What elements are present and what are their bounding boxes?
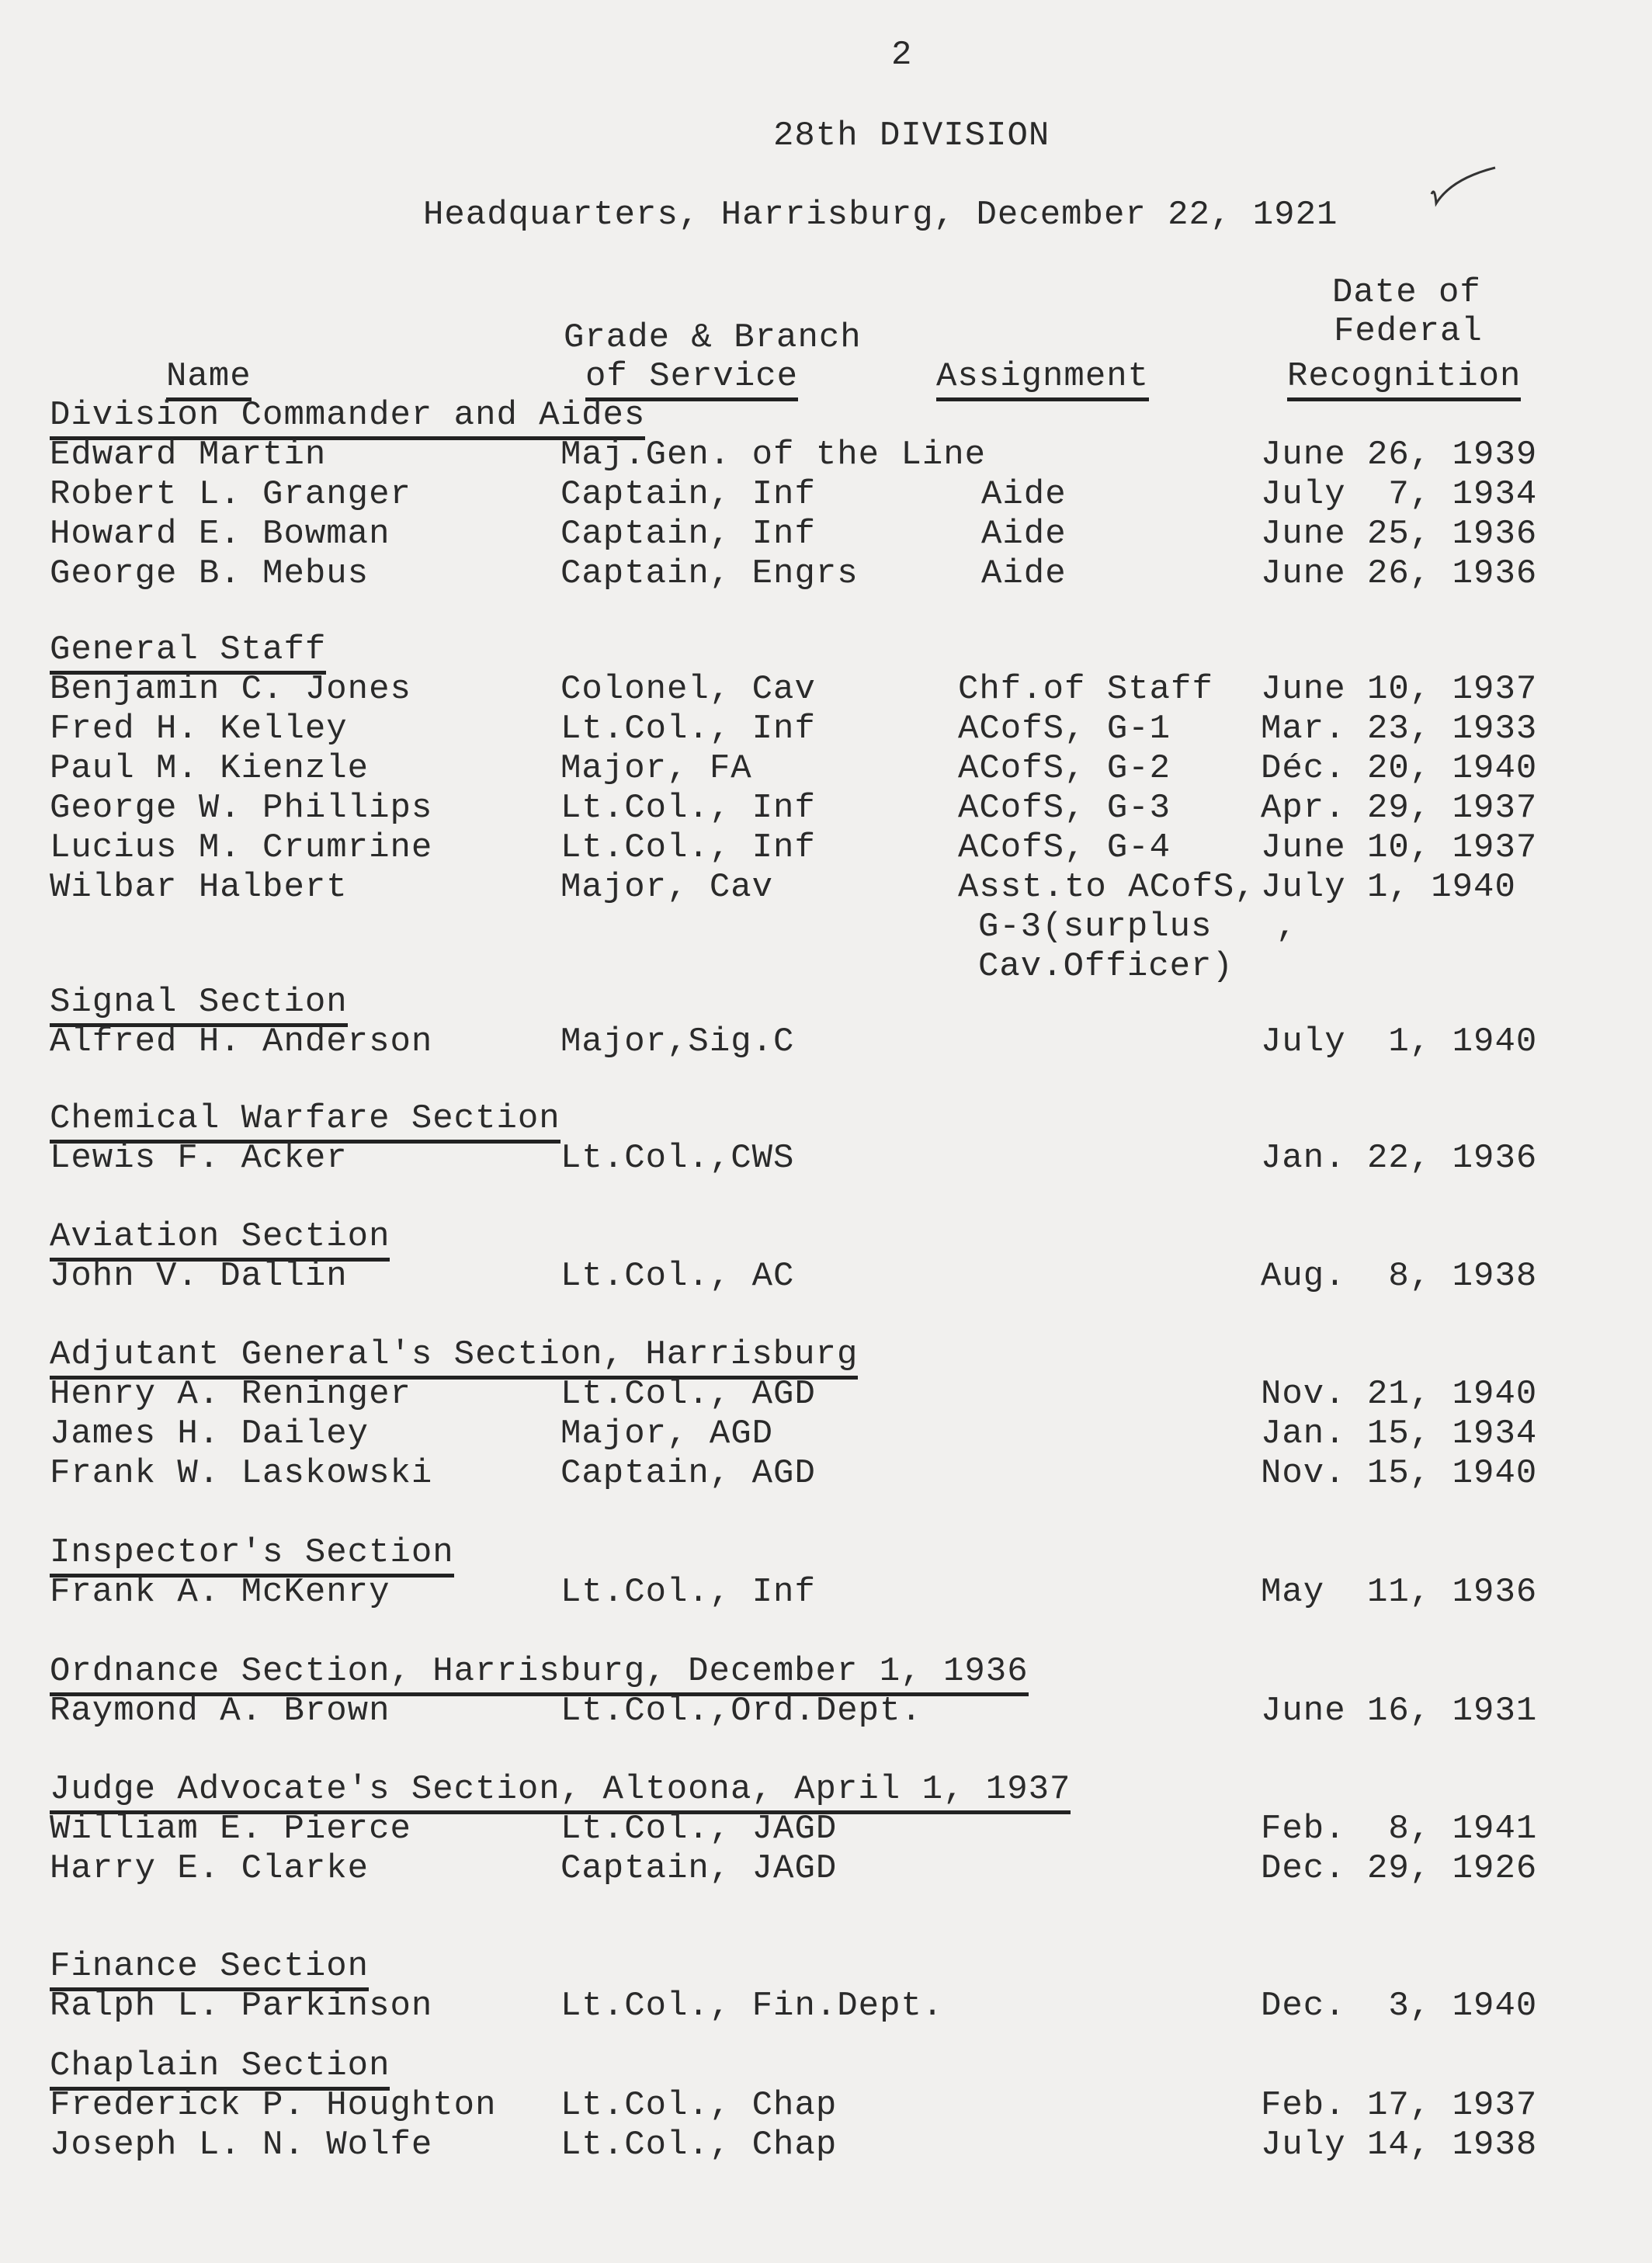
- row-name: John V. Dallin: [50, 1257, 348, 1296]
- header-date-line3: Recognition: [1287, 357, 1521, 401]
- row-name: Lewis F. Acker: [50, 1139, 348, 1178]
- row-assignment: ACofS, G-2: [958, 749, 1171, 788]
- row-date: Déc. 20, 1940: [1261, 749, 1538, 788]
- row-grade: Lt.Col.,CWS: [560, 1139, 795, 1178]
- section-heading: Inspector's Section: [50, 1533, 454, 1578]
- header-assignment: Assignment: [936, 357, 1149, 401]
- section-heading: Chemical Warfare Section: [50, 1099, 560, 1144]
- document-subtitle: Headquarters, Harrisburg, December 22, 1921: [423, 196, 1338, 234]
- row-grade: Lt.Col., Inf: [560, 710, 816, 748]
- checkmark-icon: [1428, 163, 1498, 210]
- row-date: Jan. 15, 1934: [1261, 1414, 1538, 1453]
- section-heading: Signal Section: [50, 983, 348, 1027]
- row-date: Feb. 8, 1941: [1261, 1810, 1538, 1848]
- row-date: Dec. 29, 1926: [1261, 1849, 1538, 1888]
- row-grade: Lt.Col., Inf: [560, 789, 816, 828]
- row-name: William E. Pierce: [50, 1810, 411, 1848]
- row-date: Apr. 29, 1937: [1261, 789, 1538, 828]
- row-name: Frank A. McKenry: [50, 1573, 390, 1612]
- page-number: 2: [891, 36, 913, 75]
- row-grade: Major, AGD: [560, 1414, 774, 1453]
- row-name: Benjamin C. Jones: [50, 670, 411, 709]
- section-heading: Division Commander and Aides: [50, 396, 645, 440]
- section-heading: Ordnance Section, Harrisburg, December 1, 1936: [50, 1652, 1029, 1696]
- row-name: Raymond A. Brown: [50, 1692, 390, 1730]
- row-name: Robert L. Granger: [50, 475, 411, 514]
- row-date: Dec. 3, 1940: [1261, 1987, 1538, 2025]
- row-name: Frederick P. Houghton: [50, 2086, 497, 2125]
- row-date: July 1, 1940: [1261, 1022, 1538, 1061]
- row-assignment: Aide: [981, 515, 1067, 554]
- header-date-line2: Federal: [1334, 312, 1483, 351]
- row-date: Feb. 17, 1937: [1261, 2086, 1538, 2125]
- row-assignment: ACofS, G-4: [958, 828, 1171, 867]
- row-assignment-continued: Cav.Officer): [978, 947, 1234, 986]
- header-name: Name: [166, 357, 252, 401]
- row-grade: Captain, Engrs: [560, 554, 859, 593]
- row-date: Nov. 15, 1940: [1261, 1454, 1538, 1493]
- section-heading: Chaplain Section: [50, 2046, 390, 2091]
- section-heading: General Staff: [50, 630, 326, 675]
- row-name: Wilbar Halbert: [50, 868, 348, 907]
- row-grade: Lt.Col., AC: [560, 1257, 795, 1296]
- row-grade: Lt.Col., AGD: [560, 1375, 816, 1414]
- row-name: Frank W. Laskowski: [50, 1454, 433, 1493]
- row-grade: Lt.Col.,Ord.Dept.: [560, 1692, 922, 1730]
- row-name: James H. Dailey: [50, 1414, 370, 1453]
- row-date: Aug. 8, 1938: [1261, 1257, 1538, 1296]
- document-title: 28th DIVISION: [773, 116, 1050, 155]
- row-grade: Lt.Col., Inf: [560, 1573, 816, 1612]
- row-name: Edward Martin: [50, 436, 327, 474]
- row-assignment: Aide: [981, 475, 1067, 514]
- row-date: July 14, 1938: [1261, 2126, 1538, 2164]
- row-assignment: ACofS, G-1: [958, 710, 1171, 748]
- row-grade: Captain, JAGD: [560, 1849, 838, 1888]
- section-heading: Judge Advocate's Section, Altoona, April 1, 1937: [50, 1770, 1071, 1814]
- row-date: June 25, 1936: [1261, 515, 1538, 554]
- row-name: Henry A. Reninger: [50, 1375, 411, 1414]
- header-grade-line1: Grade & Branch: [564, 318, 862, 357]
- row-grade: Major, Cav: [560, 868, 774, 907]
- row-assignment-continued: G-3(surplus ,: [978, 908, 1298, 946]
- row-grade: Lt.Col., Chap: [560, 2086, 838, 2125]
- row-grade: Captain, AGD: [560, 1454, 816, 1493]
- row-name: Lucius M. Crumrine: [50, 828, 433, 867]
- row-assignment: Aide: [981, 554, 1067, 593]
- row-date: Nov. 21, 1940: [1261, 1375, 1538, 1414]
- row-grade: Maj.Gen. of the Line: [560, 436, 987, 474]
- header-grade-line2: of Service: [585, 357, 798, 401]
- row-name: Alfred H. Anderson: [50, 1022, 433, 1061]
- row-date: July 1, 1940: [1261, 868, 1516, 907]
- row-date: July 7, 1934: [1261, 475, 1538, 514]
- row-name: Howard E. Bowman: [50, 515, 390, 554]
- row-date: June 10, 1937: [1261, 670, 1538, 709]
- row-name: Fred H. Kelley: [50, 710, 348, 748]
- row-grade: Lt.Col., Chap: [560, 2126, 838, 2164]
- row-date: May 11, 1936: [1261, 1573, 1538, 1612]
- row-name: Harry E. Clarke: [50, 1849, 370, 1888]
- row-date: June 26, 1936: [1261, 554, 1538, 593]
- row-name: Ralph L. Parkinson: [50, 1987, 433, 2025]
- row-assignment: ACofS, G-3: [958, 789, 1171, 828]
- row-name: George W. Phillips: [50, 789, 433, 828]
- header-date-line1: Date of: [1332, 273, 1481, 312]
- row-date: June 10, 1937: [1261, 828, 1538, 867]
- row-grade: Captain, Inf: [560, 515, 816, 554]
- section-heading: Aviation Section: [50, 1217, 390, 1262]
- row-date: June 16, 1931: [1261, 1692, 1538, 1730]
- row-grade: Lt.Col., Inf: [560, 828, 816, 867]
- row-grade: Major,Sig.C: [560, 1022, 795, 1061]
- row-date: June 26, 1939: [1261, 436, 1538, 474]
- section-heading: Adjutant General's Section, Harrisburg: [50, 1335, 858, 1380]
- row-name: Joseph L. N. Wolfe: [50, 2126, 433, 2164]
- row-name: George B. Mebus: [50, 554, 370, 593]
- row-date: Jan. 22, 1936: [1261, 1139, 1538, 1178]
- row-grade: Captain, Inf: [560, 475, 816, 514]
- row-name: Paul M. Kienzle: [50, 749, 370, 788]
- row-grade: Major, FA: [560, 749, 752, 788]
- row-grade: Colonel, Cav: [560, 670, 816, 709]
- row-grade: Lt.Col., JAGD: [560, 1810, 838, 1848]
- row-grade: Lt.Col., Fin.Dept.: [560, 1987, 944, 2025]
- section-heading: Finance Section: [50, 1947, 369, 1991]
- row-assignment: Asst.to ACofS,: [958, 868, 1256, 907]
- row-date: Mar. 23, 1933: [1261, 710, 1538, 748]
- row-assignment: Chf.of Staff: [958, 670, 1213, 709]
